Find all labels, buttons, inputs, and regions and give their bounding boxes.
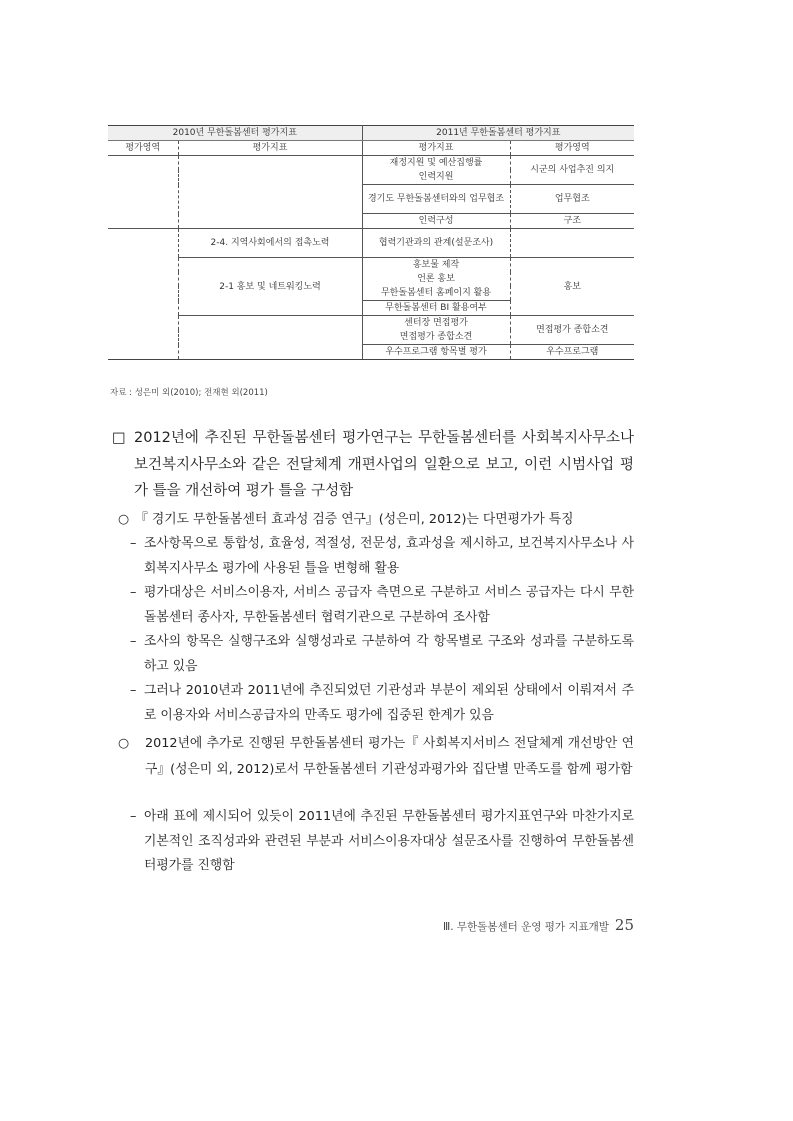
- table-group-header-row: [108, 126, 634, 141]
- dash-item-4: [130, 679, 634, 728]
- column-header-area-2011: 평가영역: [510, 141, 634, 156]
- table-cell: 2-1 홍보 및 네트워킹노력: [178, 258, 362, 316]
- table-cell: 우수프로그램 항목별 평가: [362, 345, 510, 360]
- dash-item-text: 평가대상은 서비스이용자, 서비스 공급자 측면으로 구분하고 서비스 공급자는 다시 무한돌봄센터 종사자, 무한돌봄센터 협력기관으로 구분하여 조사함: [144, 585, 634, 625]
- table-cell: [108, 156, 178, 229]
- table-row: [108, 156, 634, 171]
- dash-bullet-icon: –: [130, 634, 137, 649]
- table-cell: 면접평가 종합소견: [510, 316, 634, 345]
- table-cell: 면접평가 종합소견: [362, 330, 510, 345]
- table-cell: 홍보: [510, 258, 634, 316]
- evaluation-index-table: [108, 125, 634, 360]
- main-paragraph: [112, 425, 634, 505]
- dash-item-text: 아래 표에 제시되어 있듯이 2011년에 추진된 무한돌봄센터 평가지표연구와 마찬가지로 기본적인 조직성과와 관련된 부분과 서비스이용자대상 설문조사를 진행하여 무한돌봄센터평가를 진행함: [144, 809, 634, 873]
- table-cell: 협력기관과의 관계(설문조사): [362, 229, 510, 258]
- table-cell: 시군의 사업추진 의지: [510, 156, 634, 185]
- table-cell: 무한돌봄센터 BI 활용여부: [362, 301, 510, 316]
- circle-bullet-icon: ○: [118, 512, 130, 527]
- circle-item-2: [118, 731, 634, 783]
- table-cell: 2-4. 지역사회에서의 접촉노력: [178, 229, 362, 258]
- table-row: [108, 229, 634, 258]
- table-cell: [108, 229, 178, 360]
- table-row: [108, 316, 634, 331]
- table-cell: 구조: [510, 214, 634, 229]
- table-cell: 언론 홍보: [362, 272, 510, 286]
- table-cell: 인력지원: [362, 170, 510, 185]
- dash-bullet-icon: –: [130, 683, 137, 698]
- table-cell: [178, 316, 362, 360]
- dash-bullet-icon: –: [130, 809, 137, 824]
- dash-item-text: 그러나 2010년과 2011년에 추진되었던 기관성과 부분이 제외된 상태에서 이뤄져서 주로 이용자와 서비스공급자의 만족도 평가에 집중된 한계가 있음: [144, 683, 634, 723]
- table-column-header-row: [108, 141, 634, 156]
- dash-item-2: [130, 581, 634, 630]
- page-number: 25: [614, 916, 634, 934]
- table-cell: [510, 229, 634, 258]
- table-cell: 재정지원 및 예산집행률: [362, 156, 510, 171]
- group-header-2010: 2010년 무한돌봄센터 평가지표: [108, 126, 362, 141]
- table-cell: 센터장 면접평가: [362, 316, 510, 331]
- table-cell: 업무협조: [510, 185, 634, 214]
- circle-bullet-icon: ○: [118, 736, 130, 751]
- footer-chapter-title: Ⅲ. 무한돌봄센터 운영 평가 지표개발: [442, 921, 609, 933]
- group-header-2011: 2011년 무한돌봄센터 평가지표: [362, 126, 634, 141]
- table-cell: 경기도 무한돌봄센터와의 업무협조: [362, 185, 510, 214]
- dash-item-text: 조사의 항목은 실행구조와 실행성과로 구분하여 각 항목별로 구조와 성과를 구분하도록 하고 있음: [144, 634, 634, 674]
- table-cell: 무한돌봄센터 홈페이지 활용: [362, 286, 510, 301]
- table-row: [108, 258, 634, 273]
- table-cell: 인력구성: [362, 214, 510, 229]
- dash-bullet-icon: –: [130, 585, 137, 600]
- dash-item-5: [130, 805, 634, 879]
- table-cell: [178, 156, 362, 229]
- circle-item-text: 2012년에 추가로 진행된 무한돌봄센터 평가는『 사회복지서비스 전달체계 개선방안 연구』(성은미 외, 2012)로서 무한돌봄센터 기관성과평가와 집단별 만족도를 함께 평가함: [145, 736, 634, 777]
- table-cell: 홍보물 제작: [362, 258, 510, 273]
- column-header-index-2011: 평가지표: [362, 141, 510, 156]
- page-footer: [443, 916, 634, 934]
- main-paragraph-text: 2012년에 추진된 무한돌봄센터 평가연구는 무한돌봄센터를 사회복지사무소나 보건복지사무소와 같은 전달체계 개편사업의 일환으로 보고, 이런 시범사업 평가 틀을 개선하여 평가 틀을 구성함: [134, 430, 634, 499]
- circle-item-1: [118, 508, 634, 533]
- square-bullet-icon: □: [112, 430, 126, 446]
- dash-item-text: 조사항목으로 통합성, 효율성, 적절성, 전문성, 효과성을 제시하고, 보건복지사무소나 사회복지사무소 평가에 사용된 틀을 변형해 활용: [144, 536, 634, 576]
- circle-item-text: 『 경기도 무한돌봄센터 효과성 검증 연구』(성은미, 2012)는 다면평가가 특징: [135, 512, 574, 527]
- dash-item-1: [130, 532, 634, 581]
- column-header-area-2010: 평가영역: [108, 141, 178, 156]
- table-cell: 우수프로그램: [510, 345, 634, 360]
- dash-item-3: [130, 630, 634, 679]
- dash-bullet-icon: –: [130, 536, 137, 551]
- column-header-index-2010: 평가지표: [178, 141, 362, 156]
- table-source-note: 자료 : 성은미 외(2010); 전재현 외(2011): [110, 388, 268, 398]
